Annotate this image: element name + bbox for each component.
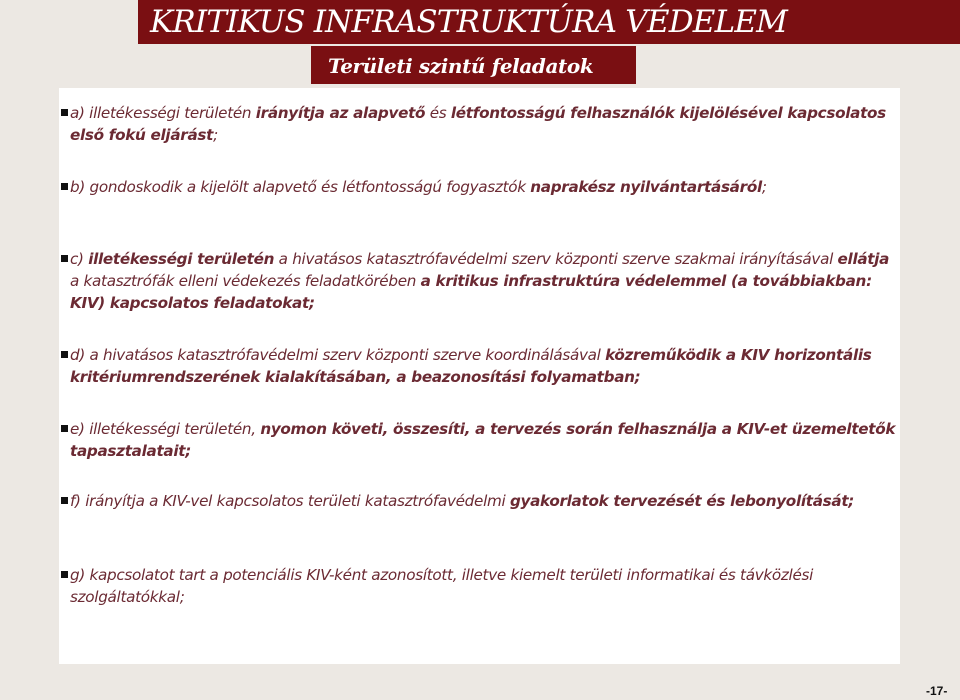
- list-item-d: [61, 344, 897, 388]
- text-segment: e) illetékességi területén,: [70, 420, 261, 438]
- square-bullet-icon: [61, 109, 68, 116]
- list-item-text: [61, 248, 897, 314]
- list-item-b: [61, 176, 897, 198]
- square-bullet-icon: [61, 571, 68, 578]
- text-segment: d) a hivatásos katasztrófavédelmi szerv központi szerve koordinálásával: [70, 346, 606, 364]
- text-segment: c): [70, 250, 89, 268]
- text-segment: illetékességi területén: [88, 250, 275, 268]
- list-item-text: [61, 176, 897, 198]
- text-segment: naprakész nyilvántartásáról: [530, 178, 762, 196]
- text-segment: a hivatásos katasztrófavédelmi szerv központi szerve szakmai irányításával: [274, 250, 838, 268]
- text-segment: ;: [761, 178, 767, 196]
- list-item-text: [61, 344, 897, 388]
- text-segment: létfontosságú felhasználók kijelölésével kapcsolatos első fokú eljárást: [70, 104, 886, 144]
- square-bullet-icon: [61, 255, 68, 262]
- square-bullet-icon: [61, 183, 68, 190]
- square-bullet-icon: [61, 351, 68, 358]
- text-segment: a) illetékességi területén: [70, 104, 256, 122]
- list-item-text: [61, 418, 897, 462]
- square-bullet-icon: [61, 497, 68, 504]
- text-segment: f) irányítja a KIV-vel kapcsolatos területi katasztrófavédelmi: [70, 492, 510, 510]
- page-title: KRITIKUS INFRASTRUKTÚRA VÉDELEM: [150, 4, 788, 40]
- text-segment: g) kapcsolatot tart a potenciális KIV-ként azonosított, illetve kiemelt területi informatikai és távközlési szolgáltatókkal;: [70, 566, 814, 606]
- text-segment: ;: [213, 126, 218, 144]
- list-item-text: [61, 102, 897, 146]
- page-subtitle: Területi szintű feladatok: [328, 54, 594, 78]
- list-item-text: [61, 564, 897, 608]
- list-item-text: [61, 490, 897, 512]
- list-item-c: [61, 248, 897, 314]
- square-bullet-icon: [61, 425, 68, 432]
- page-number: -17-: [926, 684, 948, 698]
- text-segment: nyomon követi, összesíti, a tervezés során felhasználja a KIV-et üzemeltetők tapasztalatait;: [70, 420, 896, 460]
- text-segment: ellátja: [837, 250, 890, 268]
- list-item-g: [61, 564, 897, 608]
- list-item-f: [61, 490, 897, 512]
- text-segment: közreműködik a KIV horizontális kritériumrendszerének kialakításában, a beazonosítási folyamatban;: [70, 346, 872, 386]
- text-segment: a katasztrófák elleni védekezés feladatkörében: [70, 272, 421, 290]
- text-segment: gyakorlatok tervezését és lebonyolítását;: [509, 492, 855, 510]
- text-segment: irányítja az alapvető: [255, 104, 426, 122]
- text-segment: és: [425, 104, 451, 122]
- text-segment: a kritikus infrastruktúra védelemmel (a továbbiakban: KIV) kapcsolatos feladatokat;: [70, 272, 872, 312]
- text-segment: b) gondoskodik a kijelölt alapvető és létfontosságú fogyasztók: [70, 178, 531, 196]
- list-item-e: [61, 418, 897, 462]
- list-item-a: [61, 102, 897, 146]
